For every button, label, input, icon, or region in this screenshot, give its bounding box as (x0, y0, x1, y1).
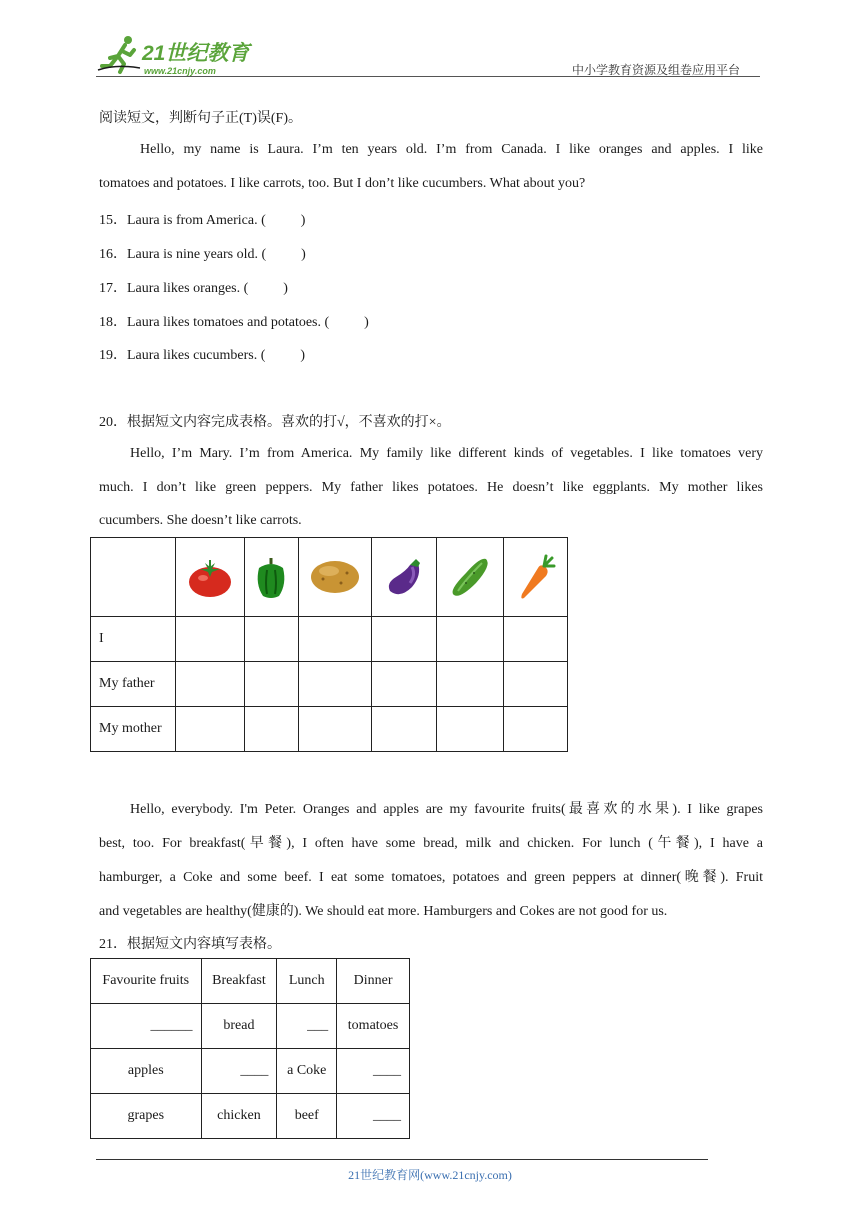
table-cell (175, 538, 244, 617)
table-row (91, 1049, 410, 1094)
row-label: I (91, 617, 176, 662)
table-row (91, 1094, 410, 1139)
vegetable-table (90, 537, 568, 752)
table-cell: bread (201, 1004, 277, 1049)
section3-passage-line2: best, too. For breakfast(早餐), I often have some bread, milk and chicken. For lunch (午餐), I have a (99, 836, 763, 851)
table-header-row (91, 538, 568, 617)
header-slogan: 中小学教育资源及组卷应用平台 (572, 63, 741, 77)
answer-cell[interactable] (437, 617, 504, 662)
blank-cell[interactable]: ____ (201, 1049, 277, 1094)
blank-cell[interactable]: ___ (277, 1004, 337, 1049)
column-header: Dinner (337, 959, 410, 1004)
potato-icon (309, 557, 361, 597)
answer-cell[interactable] (244, 707, 298, 752)
table-cell (372, 538, 437, 617)
question-19: 19．Laura likes cucumbers. ( ) (99, 348, 306, 363)
eggplant-icon (382, 555, 426, 599)
row-label: My father (91, 662, 176, 707)
blank-cell[interactable]: ____ (337, 1094, 410, 1139)
table-cell: tomatoes (337, 1004, 410, 1049)
answer-cell[interactable] (372, 617, 437, 662)
answer-cell[interactable] (437, 707, 504, 752)
section1-passage-line1: Hello, my name is Laura. I’m ten years old. I’m from Canada. I like oranges and apples. I like (140, 142, 763, 157)
blank-cell[interactable]: ____ (337, 1049, 410, 1094)
section1-instruction: 阅读短文，判断句子正(T)误(F)。 (99, 111, 302, 126)
answer-cell[interactable] (175, 617, 244, 662)
answer-cell[interactable] (437, 662, 504, 707)
green-pepper-icon (253, 554, 289, 600)
answer-cell[interactable] (372, 707, 437, 752)
tomato-icon (186, 555, 234, 599)
header-divider (96, 76, 760, 77)
answer-cell[interactable] (504, 617, 568, 662)
column-header: Breakfast (201, 959, 277, 1004)
section2-instruction: 20．根据短文内容完成表格。喜欢的打√，不喜欢的打×。 (99, 415, 451, 430)
site-logo (96, 34, 256, 78)
section2-passage-line3: cucumbers. She doesn’t like carrots. (99, 513, 302, 528)
blank-cell[interactable]: ______ (91, 1004, 202, 1049)
answer-cell[interactable] (244, 617, 298, 662)
question-17: 17．Laura likes oranges. ( ) (99, 281, 288, 296)
section3-passage-line4: and vegetables are healthy(健康的). We should eat more. Hamburgers and Cokes are not good for us. (99, 904, 668, 919)
table-row (91, 1004, 410, 1049)
table-cell: beef (277, 1094, 337, 1139)
table-row (91, 617, 568, 662)
section1-passage-line2: tomatoes and potatoes. I like carrots, too. But I don’t like cucumbers. What about you? (99, 176, 586, 191)
section3-passage-line1: Hello, everybody. I'm Peter. Oranges and apples are my favourite fruits(最喜欢的水果). I like grapes (130, 802, 763, 817)
table-cell (91, 538, 176, 617)
section2-passage-line1: Hello, I’m Mary. I’m from America. My family like different kinds of vegetables. I like tomatoes very (130, 446, 763, 461)
question-16: 16．Laura is nine years old. ( ) (99, 247, 306, 262)
footer-divider (96, 1159, 708, 1160)
carrot-icon (516, 552, 556, 602)
section3-instruction: 21．根据短文内容填写表格。 (99, 937, 281, 952)
table-row (91, 662, 568, 707)
answer-cell[interactable] (298, 662, 372, 707)
row-label: My mother (91, 707, 176, 752)
table-cell: a Coke (277, 1049, 337, 1094)
table-cell: grapes (91, 1094, 202, 1139)
answer-cell[interactable] (504, 662, 568, 707)
answer-cell[interactable] (298, 707, 372, 752)
question-18: 18．Laura likes tomatoes and potatoes. ( ) (99, 315, 369, 330)
question-15: 15．Laura is from America. ( ) (99, 213, 306, 228)
table-header-row (91, 959, 410, 1004)
table-cell (504, 538, 568, 617)
answer-cell[interactable] (175, 707, 244, 752)
logo-url: www.21cnjy.com (144, 66, 216, 76)
cucumber-icon (446, 553, 494, 601)
answer-cell[interactable] (175, 662, 244, 707)
table-cell: apples (91, 1049, 202, 1094)
answer-cell[interactable] (372, 662, 437, 707)
table-cell (298, 538, 372, 617)
section3-passage-line3: hamburger, a Coke and some beef. I eat some tomatoes, potatoes and green peppers at dinner(晚餐). Fruit (99, 870, 763, 885)
table-cell: chicken (201, 1094, 277, 1139)
answer-cell[interactable] (504, 707, 568, 752)
footer-text[interactable]: 21世纪教育网(www.21cnjy.com) (348, 1168, 512, 1182)
column-header: Lunch (277, 959, 337, 1004)
section2-passage-line2: much. I don’t like green peppers. My father likes potatoes. He doesn’t like eggplants. My mother likes (99, 480, 763, 495)
meal-table (90, 958, 410, 1139)
table-row (91, 707, 568, 752)
table-cell (244, 538, 298, 617)
answer-cell[interactable] (244, 662, 298, 707)
runner-icon (98, 36, 140, 72)
answer-cell[interactable] (298, 617, 372, 662)
logo-text: 21世纪教育 (142, 42, 250, 65)
column-header: Favourite fruits (91, 959, 202, 1004)
table-cell (437, 538, 504, 617)
